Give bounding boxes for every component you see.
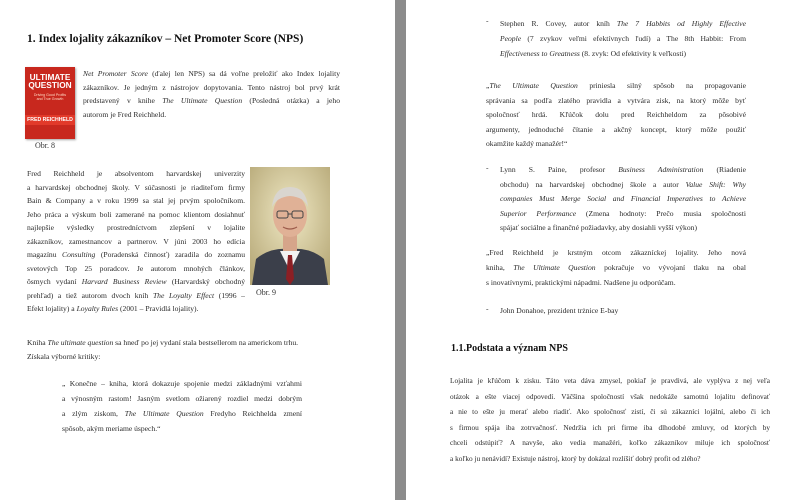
text-line: „The Ultimate Question priniesla silný spôsob na propagovanie — [486, 81, 746, 90]
intro-paragraph — [83, 67, 340, 121]
book-cover-image — [25, 67, 75, 139]
author-portrait-photo — [250, 167, 330, 285]
text-line: s firmou spája iba zotrvačnosť. Nedržia ich pri firme iba dlhodobé zmluvy, od ktorých by — [450, 422, 770, 432]
text-line: People (7 zvykov veľmi efektívnych ľudí) a The 8th Habbit: From — [500, 34, 746, 43]
text-line: zákazníkov. Je jedným z nástrojov dopytovania. Tento nástroj bol prvý krát — [83, 82, 340, 92]
text-line: a koľko ju nenávidí? Existuje nástroj, ktorý by dokázal rozlíšiť dobrý profit od zlého? — [450, 453, 701, 463]
text-line: spájať sociálne a finančné požiadavky, aby dosiahli vyšší výkon) — [500, 223, 697, 232]
text-line: otázok a ešte viacej odpovedí. Väčšina spoločností však nedokáže samotnú lojalitu definovať — [450, 391, 770, 401]
text-line: obchodu) na harvardskej obchodnej škole a autor Value Shift: Why — [500, 179, 746, 189]
text-line: predstavený v knihe The Ultimate Question (Posledná otázka) a jeho — [83, 96, 341, 105]
donahoe-attribution: John Donahoe, prezident trżnice E-bay — [500, 306, 619, 315]
text-line: Efekt lojality) a Loyalty Rules (2001 – Pravidlá lojality). — [27, 304, 199, 313]
text-line: a výnosným rastom! Jasným svetlom ožiarený rozdiel medzi dobrým — [62, 394, 302, 403]
text-line: a harvardskej obchodnej školy. V súčasnosti je riaditeľom firmy — [27, 182, 245, 192]
text-line: najlepšie výsledky prostredníctvom zlepšení v lojalite — [27, 223, 245, 232]
text-line: chceli odstúpiť? A navyše, ako vedia manažéri, koľko zákazníkov miluje ich spoločnosť — [450, 438, 770, 447]
bullet-dash: - — [486, 163, 489, 172]
text-line: zákazníkov, zamestnancov a partnerov. V júni 2003 ho edícia — [27, 236, 245, 246]
bestseller-paragraph — [27, 336, 347, 363]
text-line: „ Konečne – kniha, ktorá dokazuje spojenie medzi základnými vzťahmi — [62, 379, 302, 388]
text-line: magazínu Consulting (Poradenská činnosť) zaradila do zoznamu — [27, 250, 245, 259]
section-body-paragraph — [450, 373, 770, 466]
text-line: Stephen R. Covey, autor kníh The 7 Habbits od Highly Effective — [500, 19, 746, 28]
page-gutter — [395, 0, 406, 500]
text-line: ôsmych vydaní Harvard Business Review (Harvardský obchodný — [27, 277, 245, 286]
book-cover-author: FRED REICHHELD — [27, 117, 73, 123]
bullet-dash: - — [486, 16, 489, 25]
text-line: Získala výborné kritiky: — [27, 351, 101, 361]
review-quote-3 — [486, 245, 746, 290]
chapter-heading: 1. Index lojality zákazníkov – Net Promoter Score (NPS) — [27, 33, 304, 45]
book-cover-subtitle: Driving Good Profits and True Growth — [33, 93, 67, 101]
text-line: Effectiveness to Greatness (8. zvyk: Od efektivity k veľkosti) — [500, 49, 687, 58]
text-line: Lojalita je kľúčom k zisku. Táto veta dáva zmysel, pokiaľ je pravdivá, ale vyplýva z nej veľa — [450, 376, 770, 385]
text-line: Kniha The ultimate question sa hneď po jej vydaní stala bestsellerom na americkom trhu. — [27, 338, 299, 347]
paine-attribution — [500, 163, 746, 236]
caption-book: Obr. 8 — [35, 141, 55, 150]
caption-photo: Obr. 9 — [256, 288, 276, 297]
text-line: správania sa podľa zlatého pravidla a vytvára zisk, na ktorý môže byť — [486, 95, 746, 105]
text-line: spoločnosť hrdá. Kľúčok dolu pred Reichheldom za pôsobivé — [486, 110, 746, 119]
text-line: companies Must Merge Social and Financial Imperatives to Achieve — [500, 194, 746, 203]
text-line: Lynn S. Paine, profesor Business Administration (Riadenie — [500, 165, 747, 174]
text-line: Net Promoter Score (ďalej len NPS) sa dá voľne preložiť ako Index lojality — [83, 69, 340, 78]
text-line: Jeho práca a výskum boli zamerané na pomoc klientom dosiahnuť — [27, 209, 245, 219]
bio-paragraph — [27, 167, 245, 316]
review-quote — [62, 376, 302, 436]
review-quote-2 — [486, 79, 746, 152]
text-line: okamžite každý manažér!“ — [486, 139, 568, 148]
text-line: Fred Reichheld je absolventom harvardskej univerzity — [27, 169, 245, 178]
text-line: Superior Performance (Zmena hodnoty: Prečo musia spoločnosti — [500, 208, 746, 218]
covey-attribution — [500, 16, 746, 61]
text-line: autorom je Fred Reichheld. — [83, 109, 167, 119]
text-line: prehľad) a tiež autorom dvoch kníh The Loyalty Effect (1996 – — [27, 290, 245, 300]
document-page-left — [0, 0, 395, 500]
text-line: Bain & Company a v roku 1999 sa stal jej prvým spoločníkom. — [27, 196, 245, 205]
text-line: „Fred Reichheld je krstným otcom zákazníckej lojality. Jeho nová — [486, 248, 746, 257]
text-line: a nie to ešte ju merať alebo riadiť. Ako spoločnosť zistí, či sú zákazníci lojální, alebo či ich — [450, 407, 770, 416]
section-heading: 1.1.Podstata a význam NPS — [451, 343, 568, 354]
text-line: svetových Top 25 poradcov. Je autorom mnohých článkov, — [27, 263, 245, 273]
bullet-dash: - — [486, 304, 489, 313]
text-line: spôsob, akým meriame úspech.“ — [62, 424, 161, 433]
text-line: s inovatívnymi, praktickými nápadmi. Nadšene ju odporúčam. — [486, 278, 676, 287]
text-line: a zlým ziskom, The Ultimate Question Fredyho Reichhelda zmení — [62, 409, 302, 418]
text-line: argumenty, jednoduché čítanie a akčný koncept, ktorý môže použiť — [486, 124, 746, 134]
text-line: kniha, The Ultimate Question pokračuje vo vývojaní tlaku na obal — [486, 263, 746, 272]
book-cover-title: ULTIMATE QUESTION — [28, 72, 72, 91]
